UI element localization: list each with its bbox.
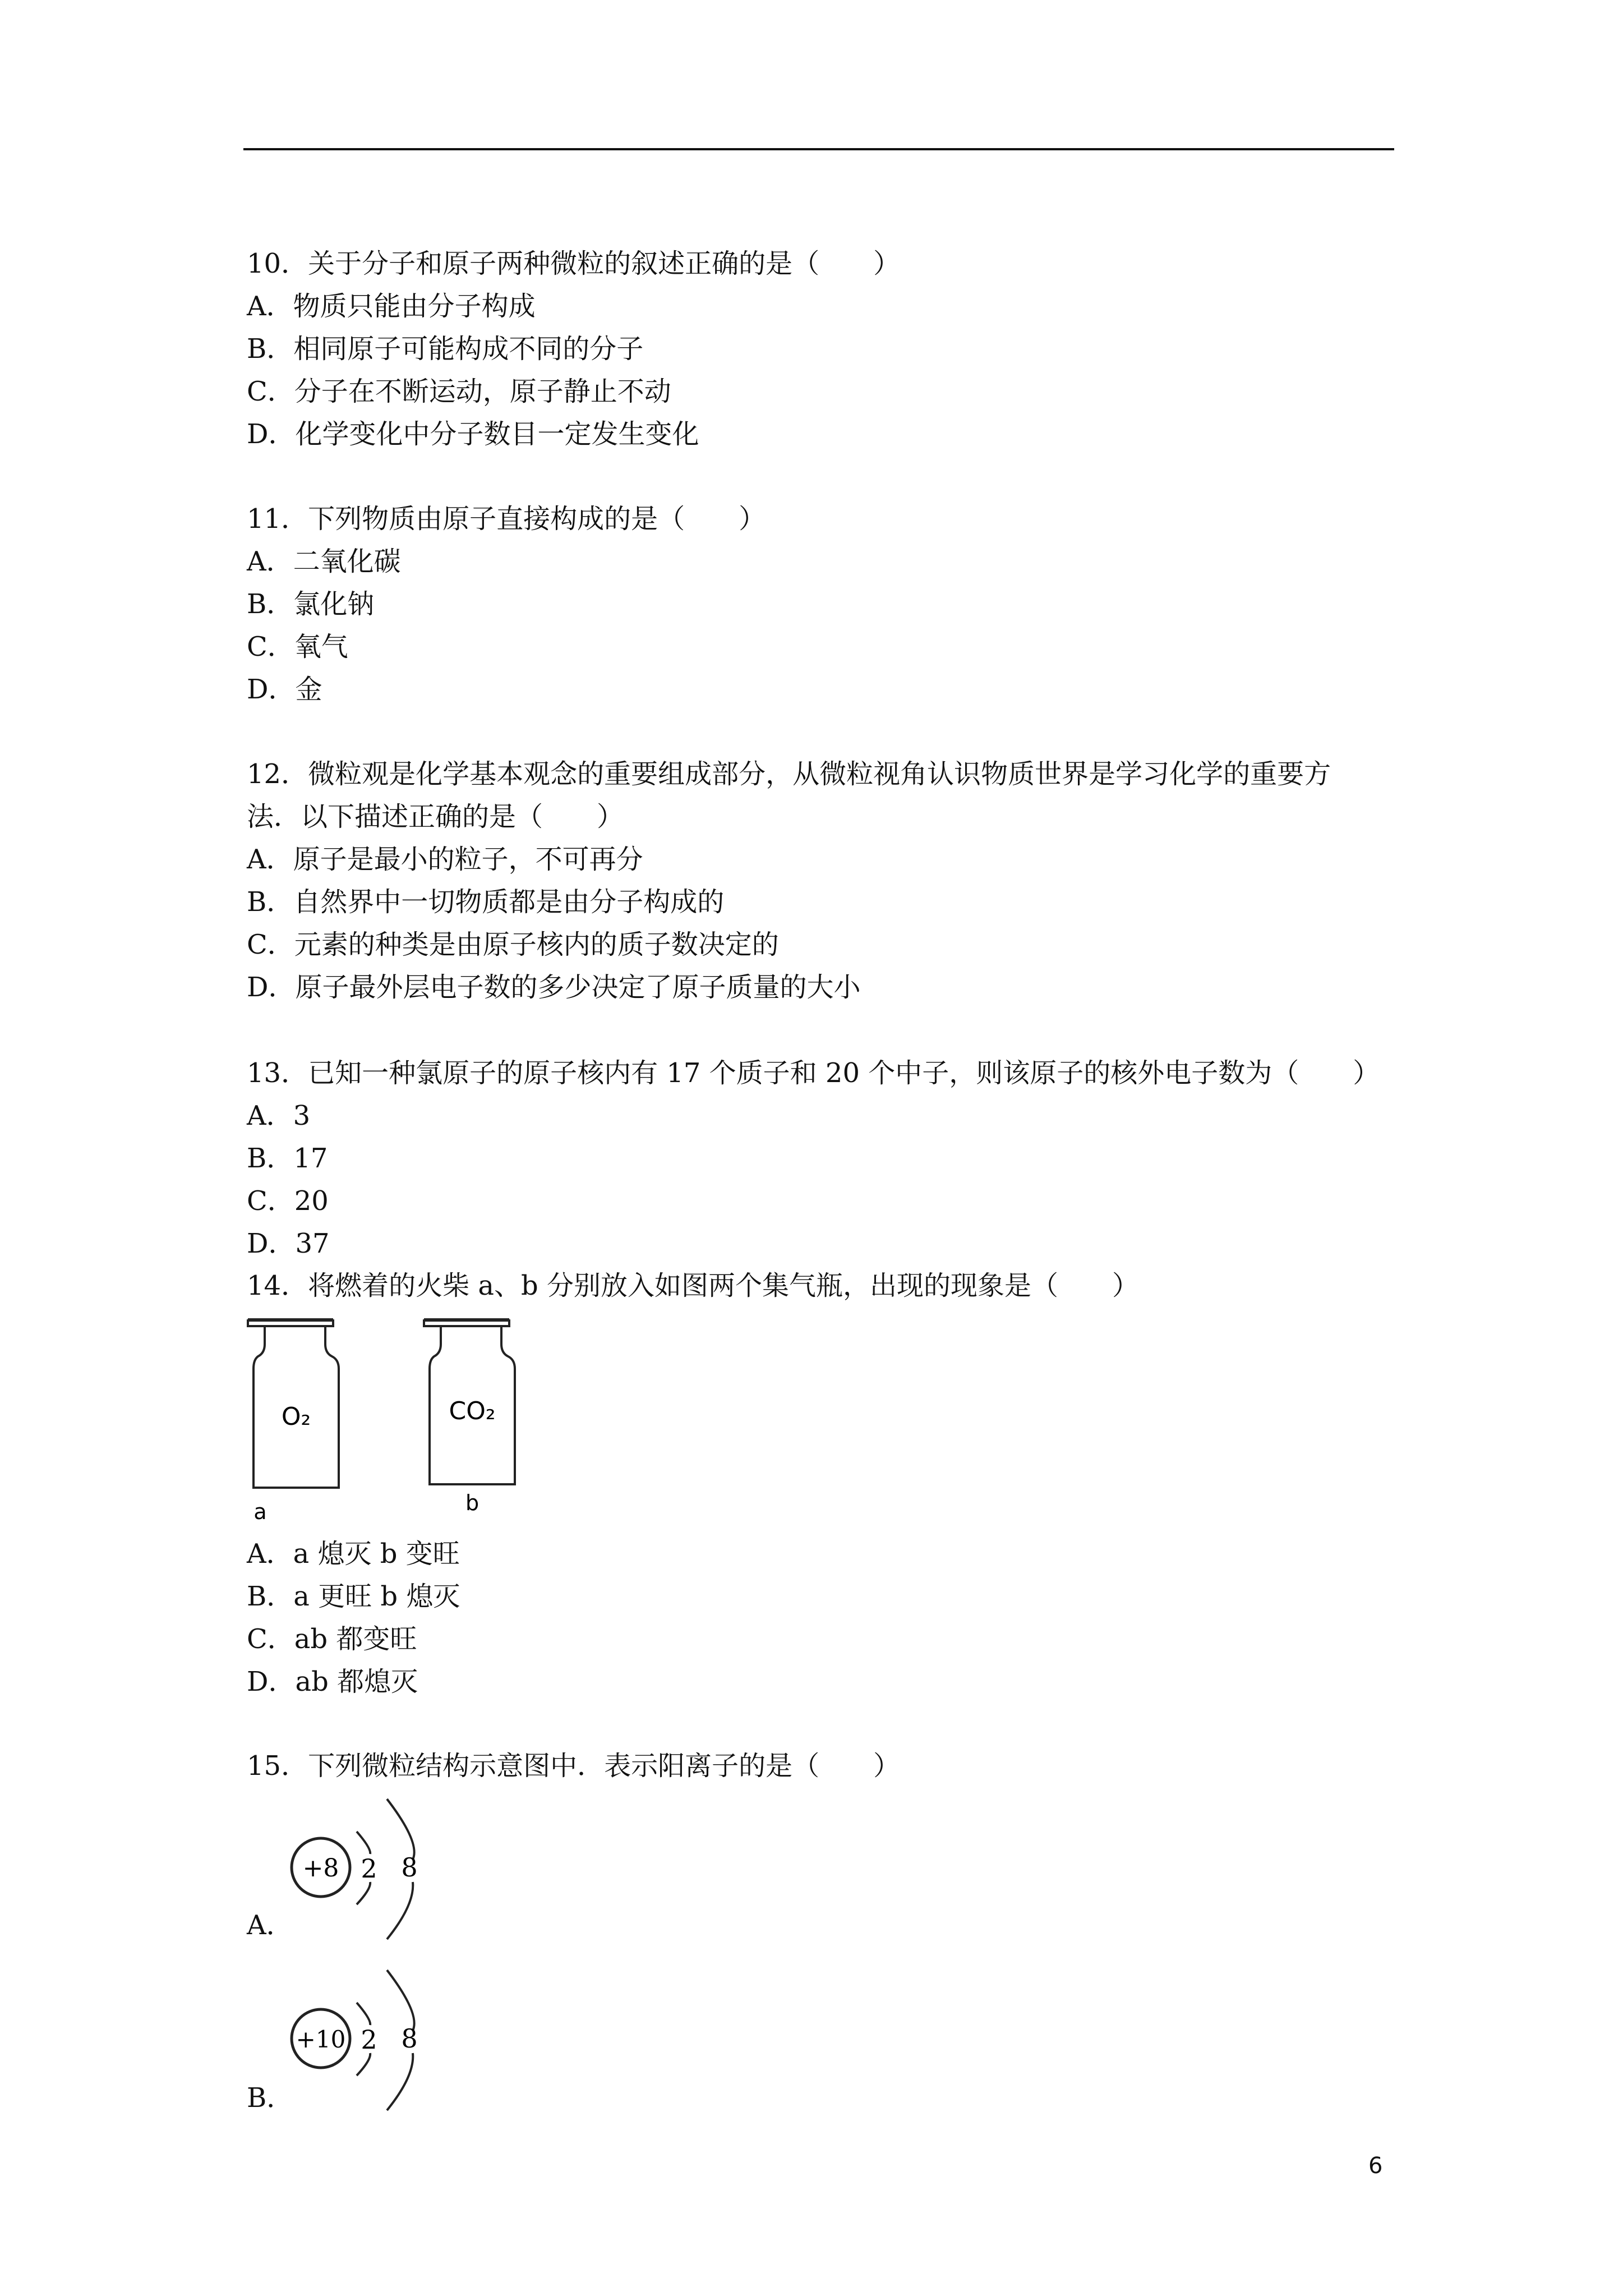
- gas-jar-a-label: a: [253, 1499, 267, 1524]
- question-10-option-a: A．物质只能由分子构成: [247, 291, 536, 322]
- question-11-stem: 11．下列物质由原子直接构成的是（ ）: [247, 503, 766, 535]
- question-11-option-a: A．二氧化碳: [247, 546, 401, 577]
- question-10-option-d: D．化学变化中分子数目一定发生变化: [247, 418, 699, 450]
- question-14-option-c: C．ab 都变旺: [247, 1623, 417, 1655]
- question-15-stem: 15．下列微粒结构示意图中．表示阳离子的是（ ）: [247, 1750, 901, 1782]
- question-14-stem: 14．将燃着的火柴 a、b 分别放入如图两个集气瓶，出现的现象是（ ）: [247, 1270, 1139, 1301]
- page-number: 6: [1368, 2153, 1383, 2179]
- question-15: [247, 1745, 1391, 1787]
- question-14-option-a: A．a 熄灭 b 变旺: [247, 1538, 460, 1570]
- question-12-option-a: A．原子是最小的粒子，不可再分: [247, 844, 643, 875]
- question-12: [247, 753, 1391, 1009]
- question-11-option-d: D．金: [247, 674, 322, 705]
- question-13-option-c: C．20: [247, 1185, 329, 1217]
- question-12-stem-line1: 12．微粒观是化学基本观念的重要组成部分，从微粒视角认识物质世界是学习化学的重要方: [247, 758, 1331, 790]
- gas-jar-a: [248, 1318, 339, 1524]
- gas-jars-figure: [241, 1313, 533, 1526]
- question-10-stem: 10．关于分子和原子两种微粒的叙述正确的是（ ）: [247, 248, 901, 279]
- gas-jar-b: [424, 1318, 515, 1515]
- question-12-option-b: B．自然界中一切物质都是由分子构成的: [247, 886, 725, 918]
- atom-diagram-b: [280, 1963, 449, 2115]
- question-11-option-c: C．氧气: [247, 631, 348, 662]
- question-14: [247, 1264, 1391, 1307]
- gas-jar-a-label-gas: O₂: [281, 1402, 311, 1431]
- question-13-option-d: D．37: [247, 1228, 330, 1259]
- gas-jar-b-label: b: [465, 1490, 479, 1515]
- question-13: [247, 1052, 1391, 1265]
- question-10-option-b: B．相同原子可能构成不同的分子: [247, 333, 644, 365]
- question-14-option-b: B．a 更旺 b 熄灭: [247, 1581, 460, 1612]
- atom-b-shell2: 8: [401, 2023, 418, 2054]
- question-10-option-c: C．分子在不断运动，原子静止不动: [247, 376, 671, 407]
- question-15-option-b-label: B．: [247, 2082, 294, 2114]
- question-13-option-a: A．3: [247, 1100, 311, 1131]
- atom-a-nucleus: +8: [302, 1854, 339, 1883]
- question-15-option-a-label: A．: [247, 1910, 293, 1941]
- question-14-option-d: D．ab 都熄灭: [247, 1666, 418, 1697]
- question-12-stem-line2: 法．以下描述正确的是（ ）: [247, 801, 624, 832]
- question-12-option-c: C．元素的种类是由原子核内的质子数决定的: [247, 929, 779, 960]
- question-11: [247, 498, 1391, 711]
- atom-diagram-a: [280, 1792, 449, 1944]
- header-rule: [243, 148, 1394, 150]
- atom-a-shell2: 8: [401, 1852, 418, 1883]
- gas-jar-b-label-gas: CO₂: [449, 1397, 496, 1425]
- question-14-options: [247, 1533, 1391, 1703]
- atom-b-shell1: 2: [361, 2024, 377, 2055]
- question-13-option-b: B．17: [247, 1143, 328, 1174]
- atom-b-nucleus: +10: [296, 2026, 346, 2053]
- question-11-option-b: B．氯化钠: [247, 588, 375, 620]
- question-10: [247, 242, 1391, 455]
- question-12-option-d: D．原子最外层电子数的多少决定了原子质量的大小: [247, 972, 861, 1003]
- atom-a-shell1: 2: [361, 1853, 377, 1884]
- question-13-stem: 13．已知一种氯原子的原子核内有 17 个质子和 20 个中子，则该原子的核外电子数为（ ）: [247, 1057, 1380, 1089]
